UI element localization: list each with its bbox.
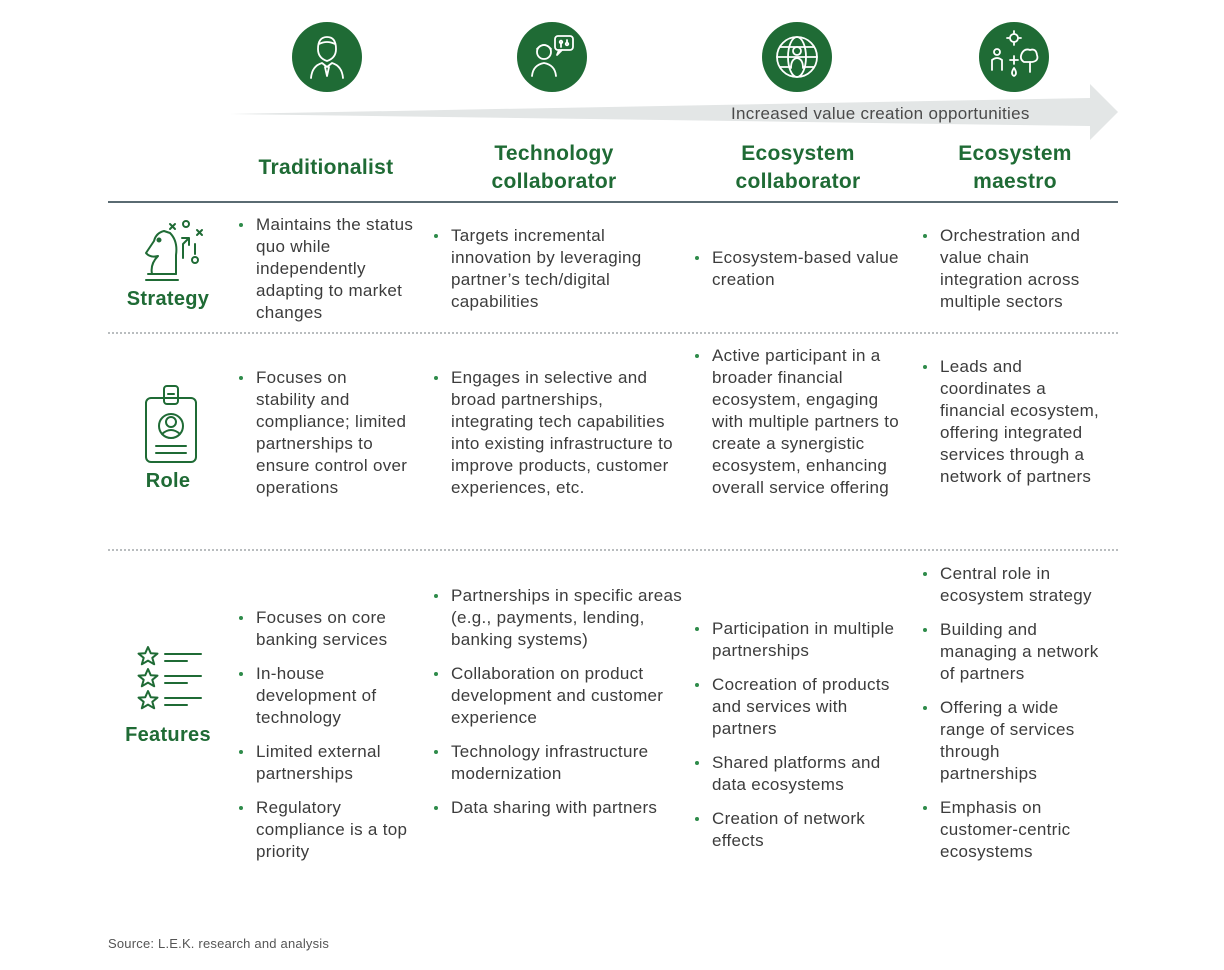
source-note: Source: L.E.K. research and analysis — [108, 936, 330, 951]
chess-knight-strategy-icon — [134, 216, 206, 286]
strategy-ecosystem-collaborator-cell — [692, 247, 907, 303]
features-traditionalist-cell — [236, 607, 411, 875]
list-item: Orchestration and value chain integration across multiple sectors — [920, 225, 1115, 313]
list-item: In-house development of technology — [236, 663, 411, 729]
list-item: Building and managing a network of partners — [920, 619, 1100, 685]
row-label-features: Features — [125, 724, 211, 746]
role-ecosystem-maestro-cell — [920, 356, 1115, 500]
list-item: Cocreation of products and services with partners — [692, 674, 914, 740]
ecosystem-network-icon — [979, 22, 1049, 92]
role-ecosystem-collaborator-cell — [692, 345, 907, 511]
person-tech-icon — [517, 22, 587, 92]
features-ecosystem-maestro-cell — [920, 563, 1100, 875]
list-item: Focuses on stability and compliance; limited partnerships to ensure control over operations — [236, 367, 411, 499]
row-label-role: Role — [145, 470, 191, 492]
list-item: Central role in ecosystem strategy — [920, 563, 1100, 607]
row-divider — [108, 549, 1118, 551]
list-item: Leads and coordinates a financial ecosystem, offering integrated services through a network of partners — [920, 356, 1115, 488]
list-item: Limited external partnerships — [236, 741, 411, 785]
features-ecosystem-collaborator-cell — [692, 618, 914, 864]
arrow-label: Increased value creation opportunities — [731, 104, 1030, 123]
list-item: Active participant in a broader financial ecosystem, engaging with multiple partners to create a synergistic ecosystem, enhancing overall service offering — [692, 345, 907, 499]
column-header-technology-collaborator: Technology collaborator — [491, 142, 617, 193]
list-item: Creation of network effects — [692, 808, 914, 852]
row-label-strategy: Strategy — [126, 288, 210, 310]
star-list-icon — [134, 644, 206, 714]
column-header-ecosystem-maestro: Ecosystem maestro — [958, 142, 1072, 193]
list-item: Emphasis on customer-centric ecosystems — [920, 797, 1100, 863]
list-item: Ecosystem-based value creation — [692, 247, 907, 291]
id-badge-icon — [142, 384, 200, 466]
list-item: Data sharing with partners — [431, 797, 689, 819]
list-item: Partnerships in specific areas (e.g., payments, lending, banking systems) — [431, 585, 689, 651]
features-technology-collaborator-cell — [431, 585, 689, 831]
businessperson-icon — [292, 22, 362, 92]
column-header-ecosystem-collaborator: Ecosystem collaborator — [735, 142, 861, 193]
strategy-technology-collaborator-cell — [431, 225, 681, 325]
list-item: Offering a wide range of services through partnerships — [920, 697, 1100, 785]
list-item: Participation in multiple partnerships — [692, 618, 914, 662]
list-item: Collaboration on product development and customer experience — [431, 663, 689, 729]
strategy-traditionalist-cell — [236, 214, 426, 336]
strategy-ecosystem-maestro-cell — [920, 225, 1115, 325]
role-technology-collaborator-cell — [431, 367, 689, 511]
list-item: Engages in selective and broad partnerships, integrating tech capabilities into existing infrastructure to improve products, customer experiences, etc. — [431, 367, 689, 499]
list-item: Technology infrastructure modernization — [431, 741, 689, 785]
column-header-traditionalist: Traditionalist — [258, 156, 394, 179]
list-item: Regulatory compliance is a top priority — [236, 797, 411, 863]
header-divider — [108, 201, 1118, 203]
list-item: Shared platforms and data ecosystems — [692, 752, 914, 796]
list-item: Targets incremental innovation by leveraging partner’s tech/digital capabilities — [431, 225, 681, 313]
globe-person-icon — [762, 22, 832, 92]
list-item: Focuses on core banking services — [236, 607, 411, 651]
list-item: Maintains the status quo while independently adapting to market changes — [236, 214, 426, 324]
role-traditionalist-cell — [236, 367, 411, 511]
